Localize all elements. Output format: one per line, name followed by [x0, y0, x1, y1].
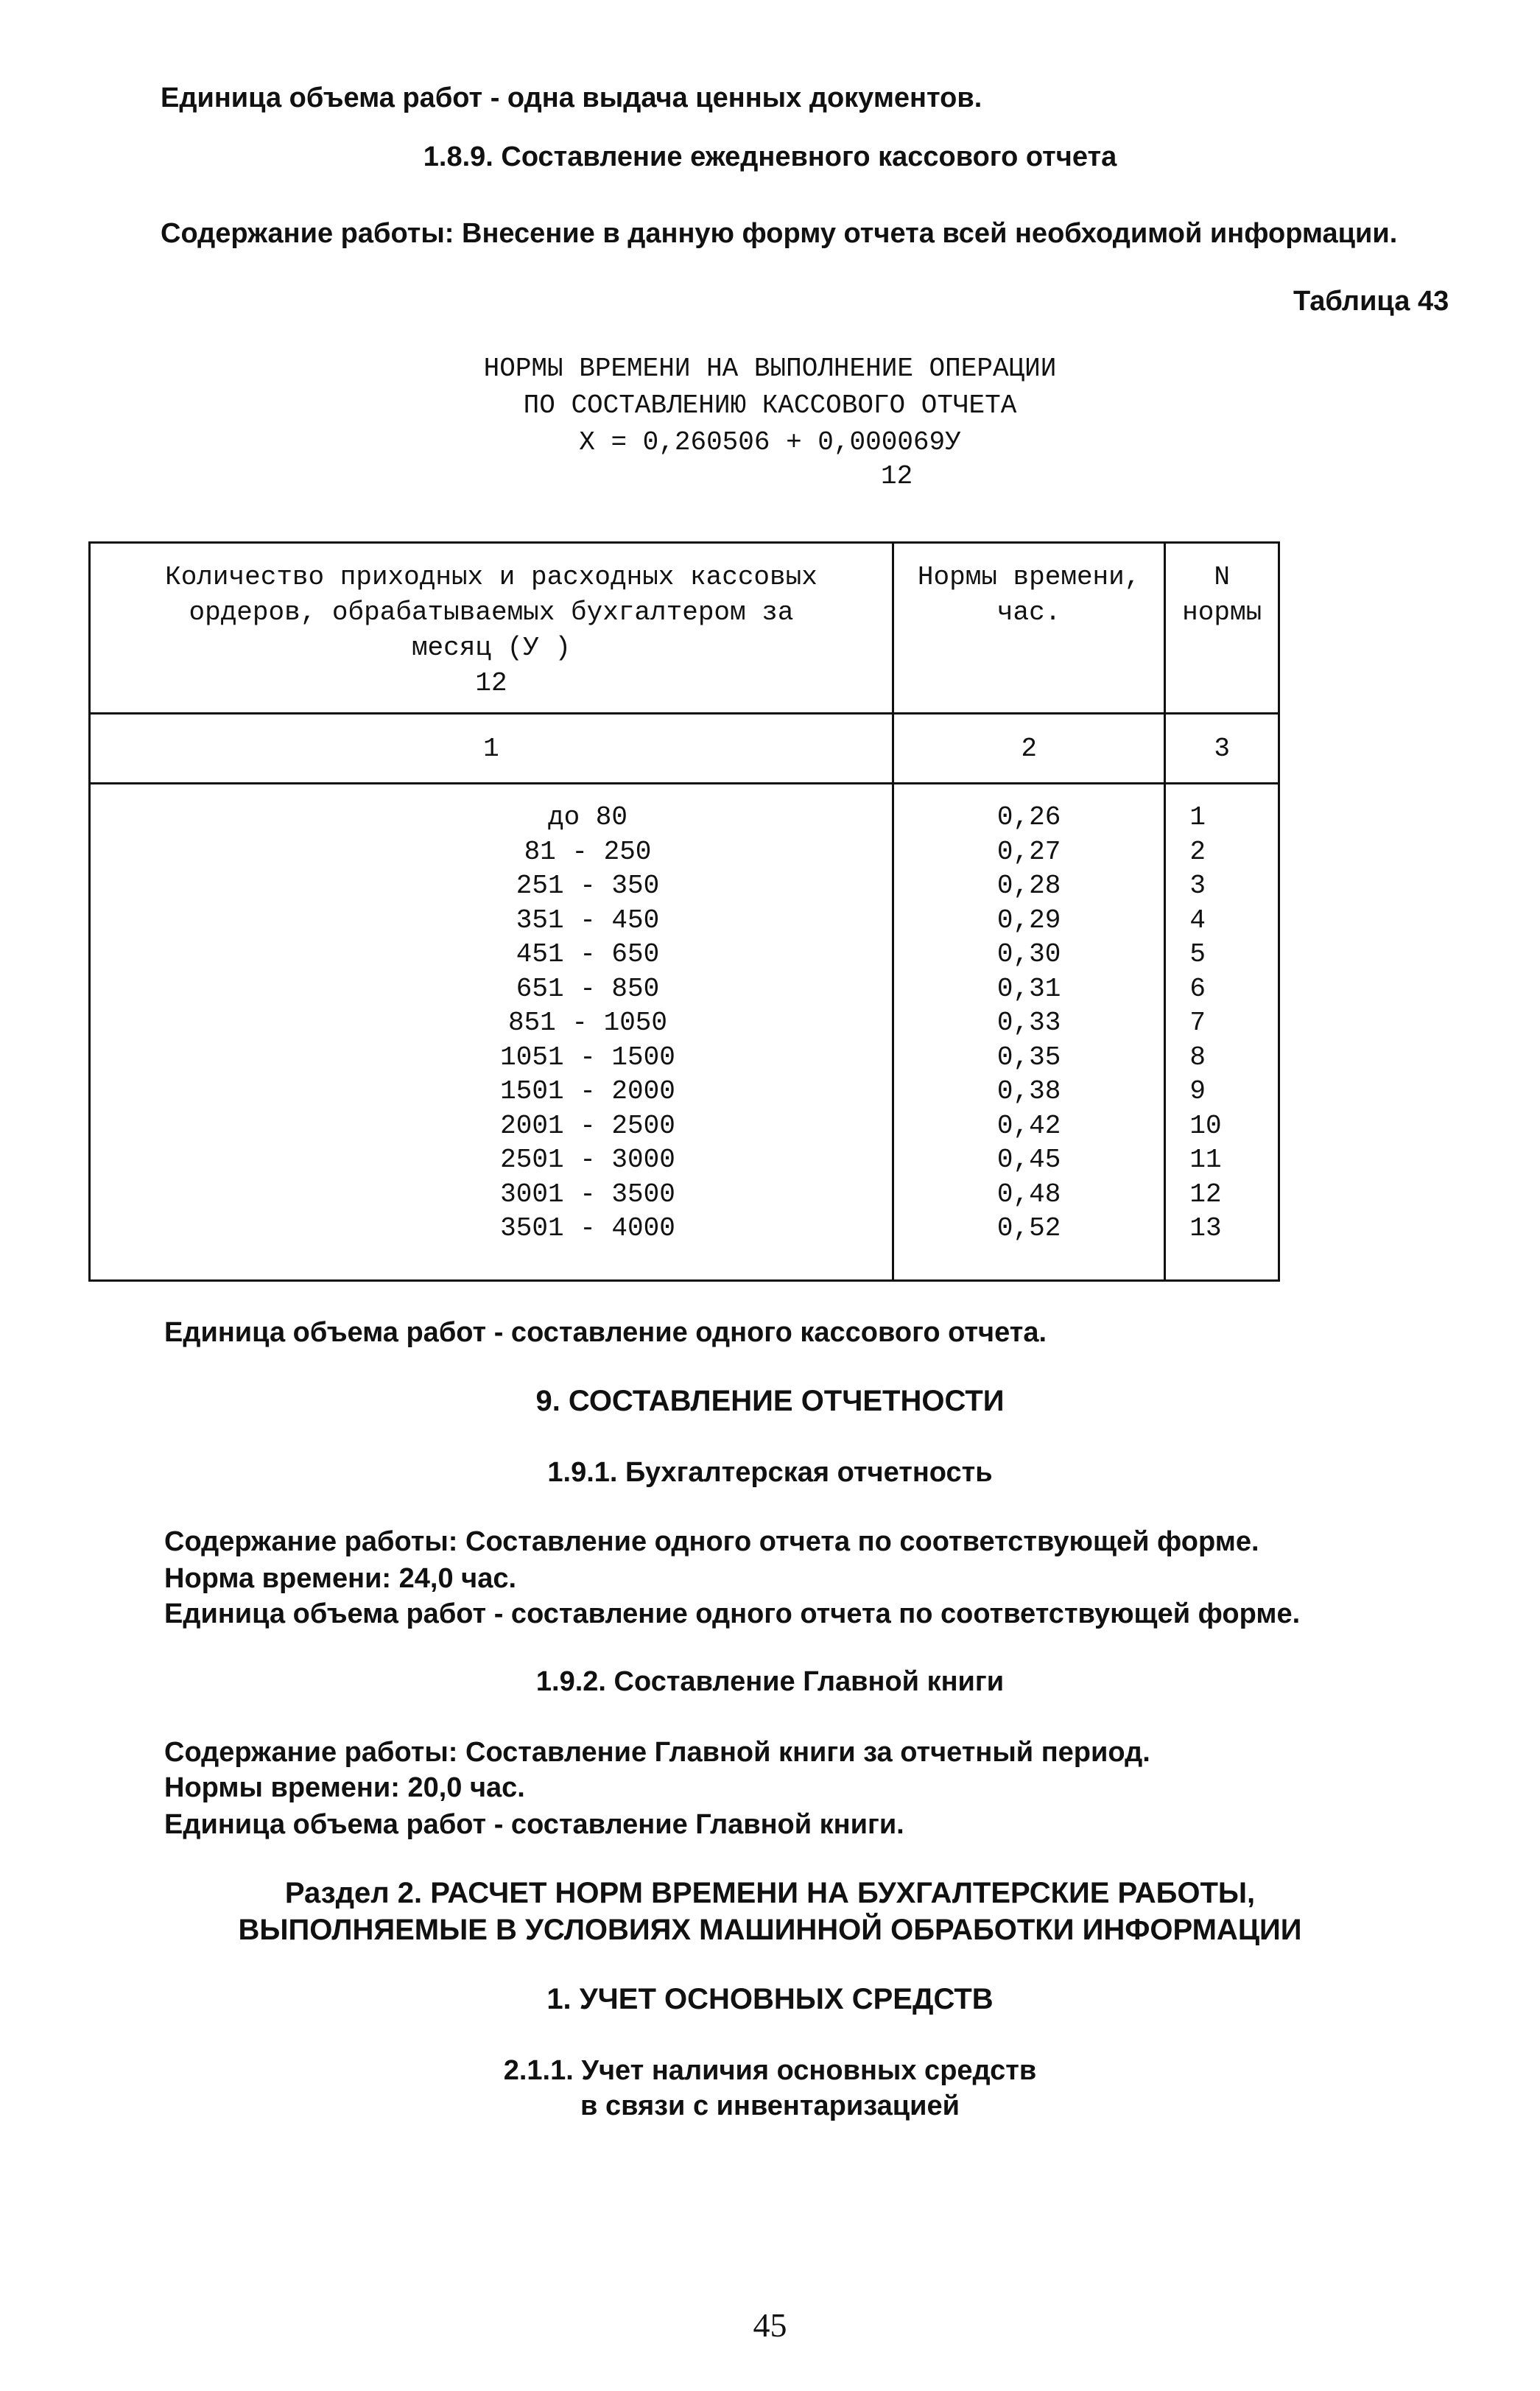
unit-line-valuables: Единица объема работ - одна выдача ценных документов.: [161, 82, 982, 113]
norms-table: [88, 541, 1280, 1282]
header-quantity: [90, 543, 893, 714]
header-norm-time-line1: Нормы времени,: [917, 562, 1141, 592]
norm-cell: 0,48: [996, 1179, 1061, 1209]
norm-column: [893, 784, 1164, 1281]
norm-cell: 0,28: [996, 871, 1061, 901]
n-column: [1165, 784, 1279, 1281]
n-cell: 3: [1189, 871, 1206, 901]
sub1-unit: Единица объема работ - составление одного отчета по соответствующей форме.: [164, 1598, 1301, 1629]
sub-heading-2-1-1-line2: в связи с инвентаризацией: [580, 2090, 960, 2121]
header-quantity-line3: месяц (У ): [411, 633, 571, 663]
range-cell: 351 - 450: [516, 905, 660, 935]
section2-title-line2: ВЫПОЛНЯЕМЫЕ В УСЛОВИЯХ МАШИННОЙ ОБРАБОТКИ ИНФОРМАЦИИ: [238, 1914, 1302, 1946]
norm-cell: 0,45: [996, 1145, 1061, 1175]
range-cell: 3001 - 3500: [500, 1179, 675, 1209]
header-norm-time-line2: час.: [996, 597, 1061, 628]
header-quantity-line1: Количество приходных и расходных кассовых: [165, 562, 818, 592]
n-cell: 1: [1189, 802, 1206, 832]
header-quantity-line2: ордеров, обрабатываемых бухгалтером за: [189, 597, 794, 628]
norm-cell: 0,33: [996, 1008, 1061, 1038]
n-cell: 11: [1189, 1145, 1222, 1175]
range-cell: 81 - 250: [524, 836, 652, 867]
sub1-norm: Норма времени: 24,0 час.: [164, 1563, 517, 1594]
n-cell: 12: [1189, 1179, 1222, 1209]
table-formula: X = 0,260506 + 0,000069У: [579, 427, 961, 457]
norm-cell: 0,35: [996, 1042, 1061, 1072]
norm-cell: 0,29: [996, 905, 1061, 935]
chapter-heading-reporting: 9. СОСТАВЛЕНИЕ ОТЧЕТНОСТИ: [535, 1385, 1005, 1417]
content-line-1-8-9: Содержание работы: Внесение в данную форму отчета всей необходимой информации.: [161, 218, 1398, 249]
range-cell: 651 - 850: [516, 973, 660, 1004]
header-quantity-subscript: 12: [475, 668, 507, 698]
header-norm-number: [1165, 543, 1279, 714]
sub1-content: Содержание работы: Составление одного отчета по соответствующей форме.: [164, 1526, 1259, 1557]
sub2-norm: Нормы времени: 20,0 час.: [164, 1772, 525, 1803]
n-cell: 2: [1189, 836, 1206, 867]
range-list: [378, 801, 798, 1246]
section-heading-1-8-9: 1.8.9. Составление ежедневного кассового отчета: [423, 141, 1117, 172]
range-cell: 1051 - 1500: [500, 1042, 675, 1072]
header-norm-time: [893, 543, 1164, 714]
column-number-3: 3: [1165, 714, 1279, 784]
range-cell: 1501 - 2000: [500, 1076, 675, 1106]
table-title-line1: НОРМЫ ВРЕМЕНИ НА ВЫПОЛНЕНИЕ ОПЕРАЦИИ: [483, 354, 1057, 384]
table-header-row: [90, 543, 1279, 714]
sub-heading-1-9-2: 1.9.2. Составление Главной книги: [535, 1666, 1005, 1697]
norm-list: [894, 801, 1164, 1246]
sub-heading-2-1-1-line1: 2.1.1. Учет наличия основных средств: [503, 2055, 1037, 2086]
n-cell: 9: [1189, 1076, 1206, 1106]
n-cell: 10: [1189, 1110, 1222, 1141]
column-number-2: 2: [893, 714, 1164, 784]
norm-cell: 0,31: [996, 973, 1061, 1004]
n-cell: 4: [1189, 905, 1206, 935]
range-cell: 2001 - 2500: [500, 1110, 675, 1141]
range-cell: 451 - 650: [516, 939, 660, 969]
range-cell: 3501 - 4000: [500, 1213, 675, 1243]
sub2-content: Содержание работы: Составление Главной книги за отчетный период.: [164, 1737, 1150, 1768]
column-number-row: [90, 714, 1279, 784]
range-column: [90, 784, 893, 1281]
n-cell: 13: [1189, 1213, 1222, 1243]
sub-heading-1-9-1: 1.9.1. Бухгалтерская отчетность: [547, 1457, 993, 1488]
n-cell: 8: [1189, 1042, 1206, 1072]
range-cell: до 80: [547, 802, 628, 832]
n-cell: 6: [1189, 973, 1206, 1004]
range-cell: 251 - 350: [516, 871, 660, 901]
norm-cell: 0,52: [996, 1213, 1061, 1243]
chapter1-heading: 1. УЧЕТ ОСНОВНЫХ СРЕДСТВ: [546, 1983, 994, 2015]
norm-cell: 0,27: [996, 836, 1061, 867]
norm-cell: 0,42: [996, 1110, 1061, 1141]
column-number-1: 1: [90, 714, 893, 784]
norm-cell: 0,30: [996, 939, 1061, 969]
n-cell: 7: [1189, 1008, 1206, 1038]
norm-cell: 0,38: [996, 1076, 1061, 1106]
range-cell: 851 - 1050: [507, 1008, 668, 1038]
page-number: 45: [753, 2306, 787, 2344]
table-formula-subscript: 12: [881, 461, 913, 491]
table-label: Таблица 43: [1293, 286, 1449, 317]
norm-cell: 0,26: [996, 802, 1061, 832]
table-body-row: [90, 784, 1279, 1281]
header-norm-number-line1: N: [1214, 562, 1230, 592]
n-list: [1166, 801, 1278, 1246]
n-cell: 5: [1189, 939, 1206, 969]
sub2-unit: Единица объема работ - составление Главной книги.: [164, 1809, 904, 1840]
section2-title-line1: Раздел 2. РАСЧЕТ НОРМ ВРЕМЕНИ НА БУХГАЛТЕРСКИЕ РАБОТЫ,: [284, 1877, 1256, 1909]
unit-line-cash-report: Единица объема работ - составление одного кассового отчета.: [164, 1317, 1047, 1348]
header-norm-number-line2: нормы: [1182, 597, 1262, 628]
table-title-line2: ПО СОСТАВЛЕНИЮ КАССОВОГО ОТЧЕТА: [523, 390, 1017, 421]
range-cell: 2501 - 3000: [500, 1145, 675, 1175]
